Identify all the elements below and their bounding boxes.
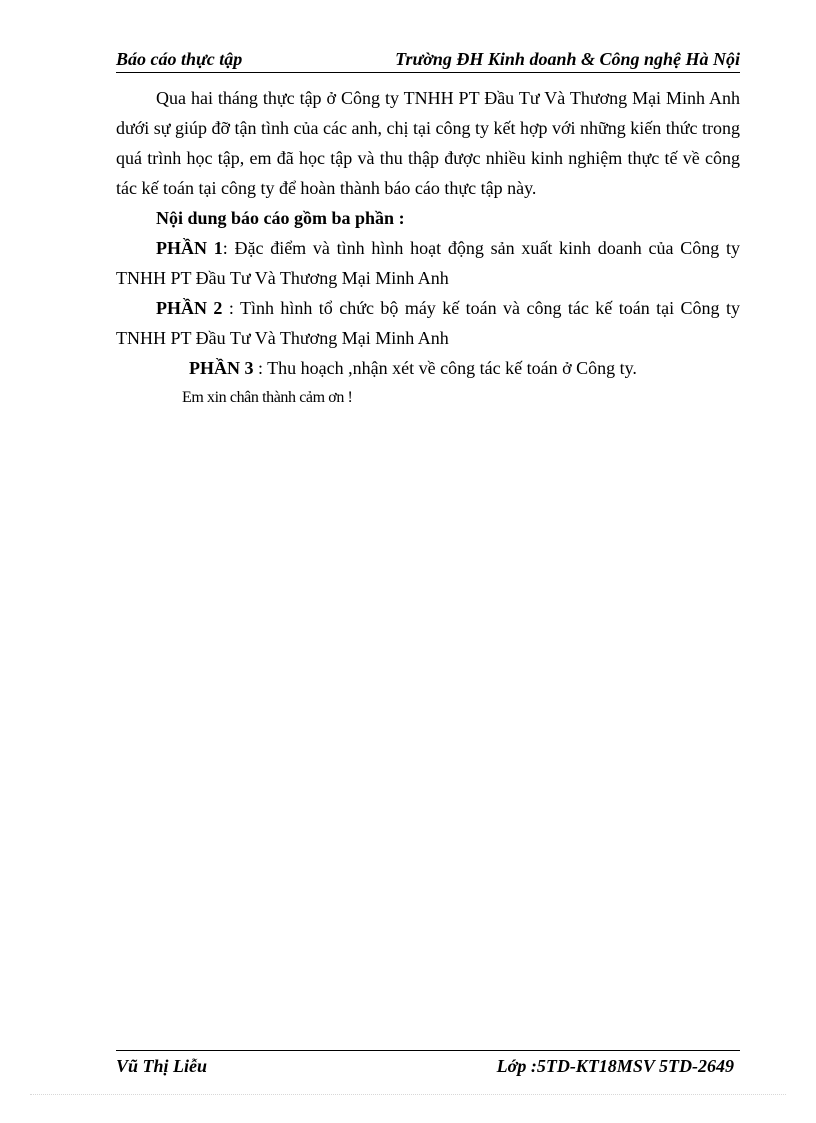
page-bottom-divider <box>30 1094 786 1095</box>
part-3-text: : Thu hoạch ,nhận xét về công tác kế toán ở Công ty. <box>253 358 637 378</box>
part-2-paragraph <box>116 293 740 353</box>
header-university-name: Trường ĐH Kinh doanh & Công nghệ Hà Nội <box>395 49 740 69</box>
page-footer <box>116 1050 740 1079</box>
part-2-label: PHẦN 2 <box>156 298 223 318</box>
header-report-title: Báo cáo thực tập <box>116 49 243 69</box>
footer-class-info: Lớp :5TD-KT18MSV 5TD-2649 <box>496 1056 734 1076</box>
part-3-paragraph <box>116 353 740 383</box>
closing-line: Em xin chân thành cảm ơn ! <box>182 389 353 406</box>
footer-author-name: Vũ Thị Liễu <box>116 1056 208 1076</box>
document-body <box>116 83 740 413</box>
part-3-label: PHẦN 3 <box>189 358 254 378</box>
part-1-paragraph <box>116 233 740 293</box>
page-header <box>116 48 740 73</box>
outline-heading: Nội dung báo cáo gồm ba phần : <box>156 208 405 228</box>
part-1-label: PHẦN 1 <box>156 238 223 258</box>
intro-paragraph: Qua hai tháng thực tập ở Công ty TNHH PT Đầu Tư Và Thương Mại Minh Anh dưới sự giúp đỡ tận tình của các anh, chị tại công ty kết hợp với những kiến thức trong quá trình học tập, em đã học tập và thu thập được nhiều kinh nghiệm thực tế về công tác kế toán tại công ty để hoàn thành báo cáo thực tập này. <box>116 88 740 198</box>
part-2-text: : Tình hình tổ chức bộ máy kế toán và công tác kế toán tại Công ty TNHH PT Đầu Tư Và Thương Mại Minh Anh <box>116 298 740 348</box>
part-1-text: : Đặc điểm và tình hình hoạt động sản xuất kinh doanh của Công ty TNHH PT Đầu Tư Và Thương Mại Minh Anh <box>116 238 740 288</box>
